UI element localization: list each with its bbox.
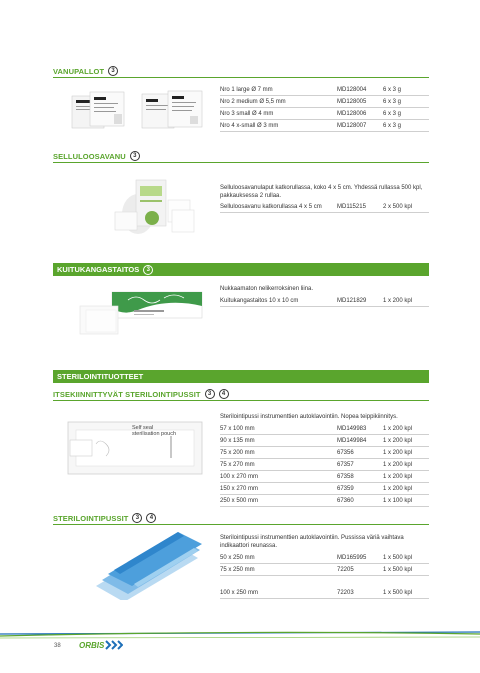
- itsekiinnittyvat-table: [220, 423, 429, 507]
- table-row: [220, 84, 429, 96]
- product-code: 72205: [337, 564, 383, 576]
- selluloosavanu-table: [220, 201, 429, 213]
- table-row: [220, 96, 429, 108]
- product-name: 50 x 250 mm: [220, 552, 337, 564]
- kuitukangas-table: [220, 295, 429, 307]
- product-name: Nro 3 small Ø 4 mm: [220, 108, 337, 120]
- product-description: Selluloosavanulaput katkorullassa, koko 4 x 5 cm. Yhdessä rullassa 500 kpl, pakkauksessa 2 rullaa.: [220, 185, 423, 199]
- table-row: [220, 495, 429, 507]
- product-pack: 2 x 500 kpl: [383, 201, 429, 213]
- pouch-label-line: sterilisation pouch: [132, 431, 177, 437]
- product-name: 90 x 135 mm: [220, 435, 337, 447]
- product-code: MD165995: [337, 552, 383, 564]
- page-number: 38: [54, 643, 61, 649]
- section-divider: [53, 400, 429, 401]
- product-code: MD128006: [337, 108, 383, 120]
- table-row: [220, 552, 429, 564]
- product-name: 150 x 270 mm: [220, 483, 337, 495]
- product-name: 75 x 270 mm: [220, 459, 337, 471]
- product-code: MD149984: [337, 435, 383, 447]
- product-pack: 1 x 200 kpl: [383, 483, 429, 495]
- table-row: [220, 295, 429, 307]
- cellulose-roll-product-image: [110, 176, 200, 238]
- product-pack: 6 x 3 g: [383, 108, 429, 120]
- section-title-kuitukangas: [53, 263, 429, 276]
- section-title-sterilointipussit: [53, 513, 156, 523]
- nonwoven-swab-product-image: [78, 288, 206, 336]
- product-pack: 1 x 200 kpl: [383, 459, 429, 471]
- table-row: [220, 483, 429, 495]
- product-description: Sterilointipussi instrumenttien autoklavointiin. Pussissa väriä vaihtava indikaattori reunassa.: [220, 535, 404, 549]
- badge-icon: 3: [130, 151, 140, 161]
- badge-icon: 3: [132, 513, 142, 523]
- section-title-sterilointi: [53, 370, 429, 383]
- badge-icon: 4: [146, 513, 156, 523]
- table-row: [220, 120, 429, 132]
- product-code: MD128007: [337, 120, 383, 132]
- vanupallot-table: [220, 84, 429, 132]
- product-name: Nro 4 x-small Ø 3 mm: [220, 120, 337, 132]
- section-divider: [53, 524, 429, 525]
- product-name: 75 x 250 mm: [220, 564, 337, 576]
- orbis-logo: [79, 640, 123, 650]
- product-code: 67356: [337, 447, 383, 459]
- product-code: MD121829: [337, 295, 383, 307]
- product-code: MD115215: [337, 201, 383, 213]
- pouch-label-line: Self seal: [132, 425, 154, 431]
- section-title-text: STERILOINTIPUSSIT: [53, 513, 129, 523]
- table-row: [220, 459, 429, 471]
- footer-swoosh: [0, 628, 480, 642]
- product-code: 67357: [337, 459, 383, 471]
- table-row: [220, 201, 429, 213]
- section-title-text: ITSEKIINNITTYVÄT STERILOINTIPUSSIT: [53, 389, 201, 399]
- product-name: Selluloosavanu katkorullassa 4 x 5 cm: [220, 201, 337, 213]
- pouch-label: [132, 425, 176, 437]
- badge-icon: 4: [219, 389, 229, 399]
- table-row: [220, 471, 429, 483]
- product-pack: 1 x 500 kpl: [383, 564, 429, 576]
- section-title-vanupallot: [53, 66, 118, 76]
- sterilointipussit-table: [220, 552, 429, 576]
- product-name: 250 x 500 mm: [220, 495, 337, 507]
- product-pack: 6 x 3 g: [383, 96, 429, 108]
- product-name: Kuitukangastaitos 10 x 10 cm: [220, 295, 337, 307]
- product-name: 75 x 200 mm: [220, 447, 337, 459]
- product-pack: 1 x 100 kpl: [383, 495, 429, 507]
- product-name: Nro 1 large Ø 7 mm: [220, 84, 337, 96]
- product-pack: 1 x 200 kpl: [383, 423, 429, 435]
- product-name: 57 x 100 mm: [220, 423, 337, 435]
- brand-name: ORBIS: [79, 640, 105, 650]
- product-pack: 1 x 200 kpl: [383, 471, 429, 483]
- product-code: 67358: [337, 471, 383, 483]
- table-row: [220, 423, 429, 435]
- product-code: MD128004: [337, 84, 383, 96]
- cotton-balls-product-image: [70, 86, 205, 132]
- section-divider: [53, 162, 429, 163]
- product-code: MD149983: [337, 423, 383, 435]
- section-title-text: STERILOINTITUOTTEET: [57, 372, 144, 381]
- product-description: Nukkaamaton nelikerroksinen liina.: [220, 286, 314, 292]
- badge-icon: 3: [143, 265, 153, 275]
- product-code: 72203: [337, 587, 383, 599]
- product-name: 100 x 250 mm: [220, 587, 337, 599]
- product-description: Sterilointipussi instrumenttien autoklavointiin. Nopea teippikiinnitys.: [220, 414, 398, 420]
- product-pack: 1 x 200 kpl: [383, 435, 429, 447]
- product-pack: 1 x 200 kpl: [383, 447, 429, 459]
- section-divider: [53, 77, 429, 78]
- section-title-selluloosavanu: [53, 151, 140, 161]
- product-pack: 6 x 3 g: [383, 84, 429, 96]
- table-row: [220, 447, 429, 459]
- table-row: [220, 587, 429, 599]
- section-title-text: KUITUKANGASTAITOS: [57, 265, 140, 274]
- product-pack: 1 x 500 kpl: [383, 587, 429, 599]
- product-name: 100 x 270 mm: [220, 471, 337, 483]
- chevrons-icon: [105, 640, 123, 650]
- table-row: [220, 108, 429, 120]
- product-pack: 1 x 200 kpl: [383, 295, 429, 307]
- sterilointipussit-table-extra: [220, 587, 429, 599]
- table-row: [220, 564, 429, 576]
- product-code: MD128005: [337, 96, 383, 108]
- badge-icon: 3: [108, 66, 118, 76]
- product-pack: 1 x 500 kpl: [383, 552, 429, 564]
- section-title-text: VANUPALLOT: [53, 66, 105, 76]
- product-code: 67360: [337, 495, 383, 507]
- product-name: Nro 2 medium Ø 5,5 mm: [220, 96, 337, 108]
- section-title-text: SELLULOOSAVANU: [53, 151, 126, 161]
- section-title-itsekiinnittyvat: [53, 389, 229, 399]
- product-pack: 6 x 3 g: [383, 120, 429, 132]
- product-code: 67359: [337, 483, 383, 495]
- badge-icon: 3: [205, 389, 215, 399]
- table-row: [220, 435, 429, 447]
- sterilisation-pouches-product-image: [94, 528, 206, 600]
